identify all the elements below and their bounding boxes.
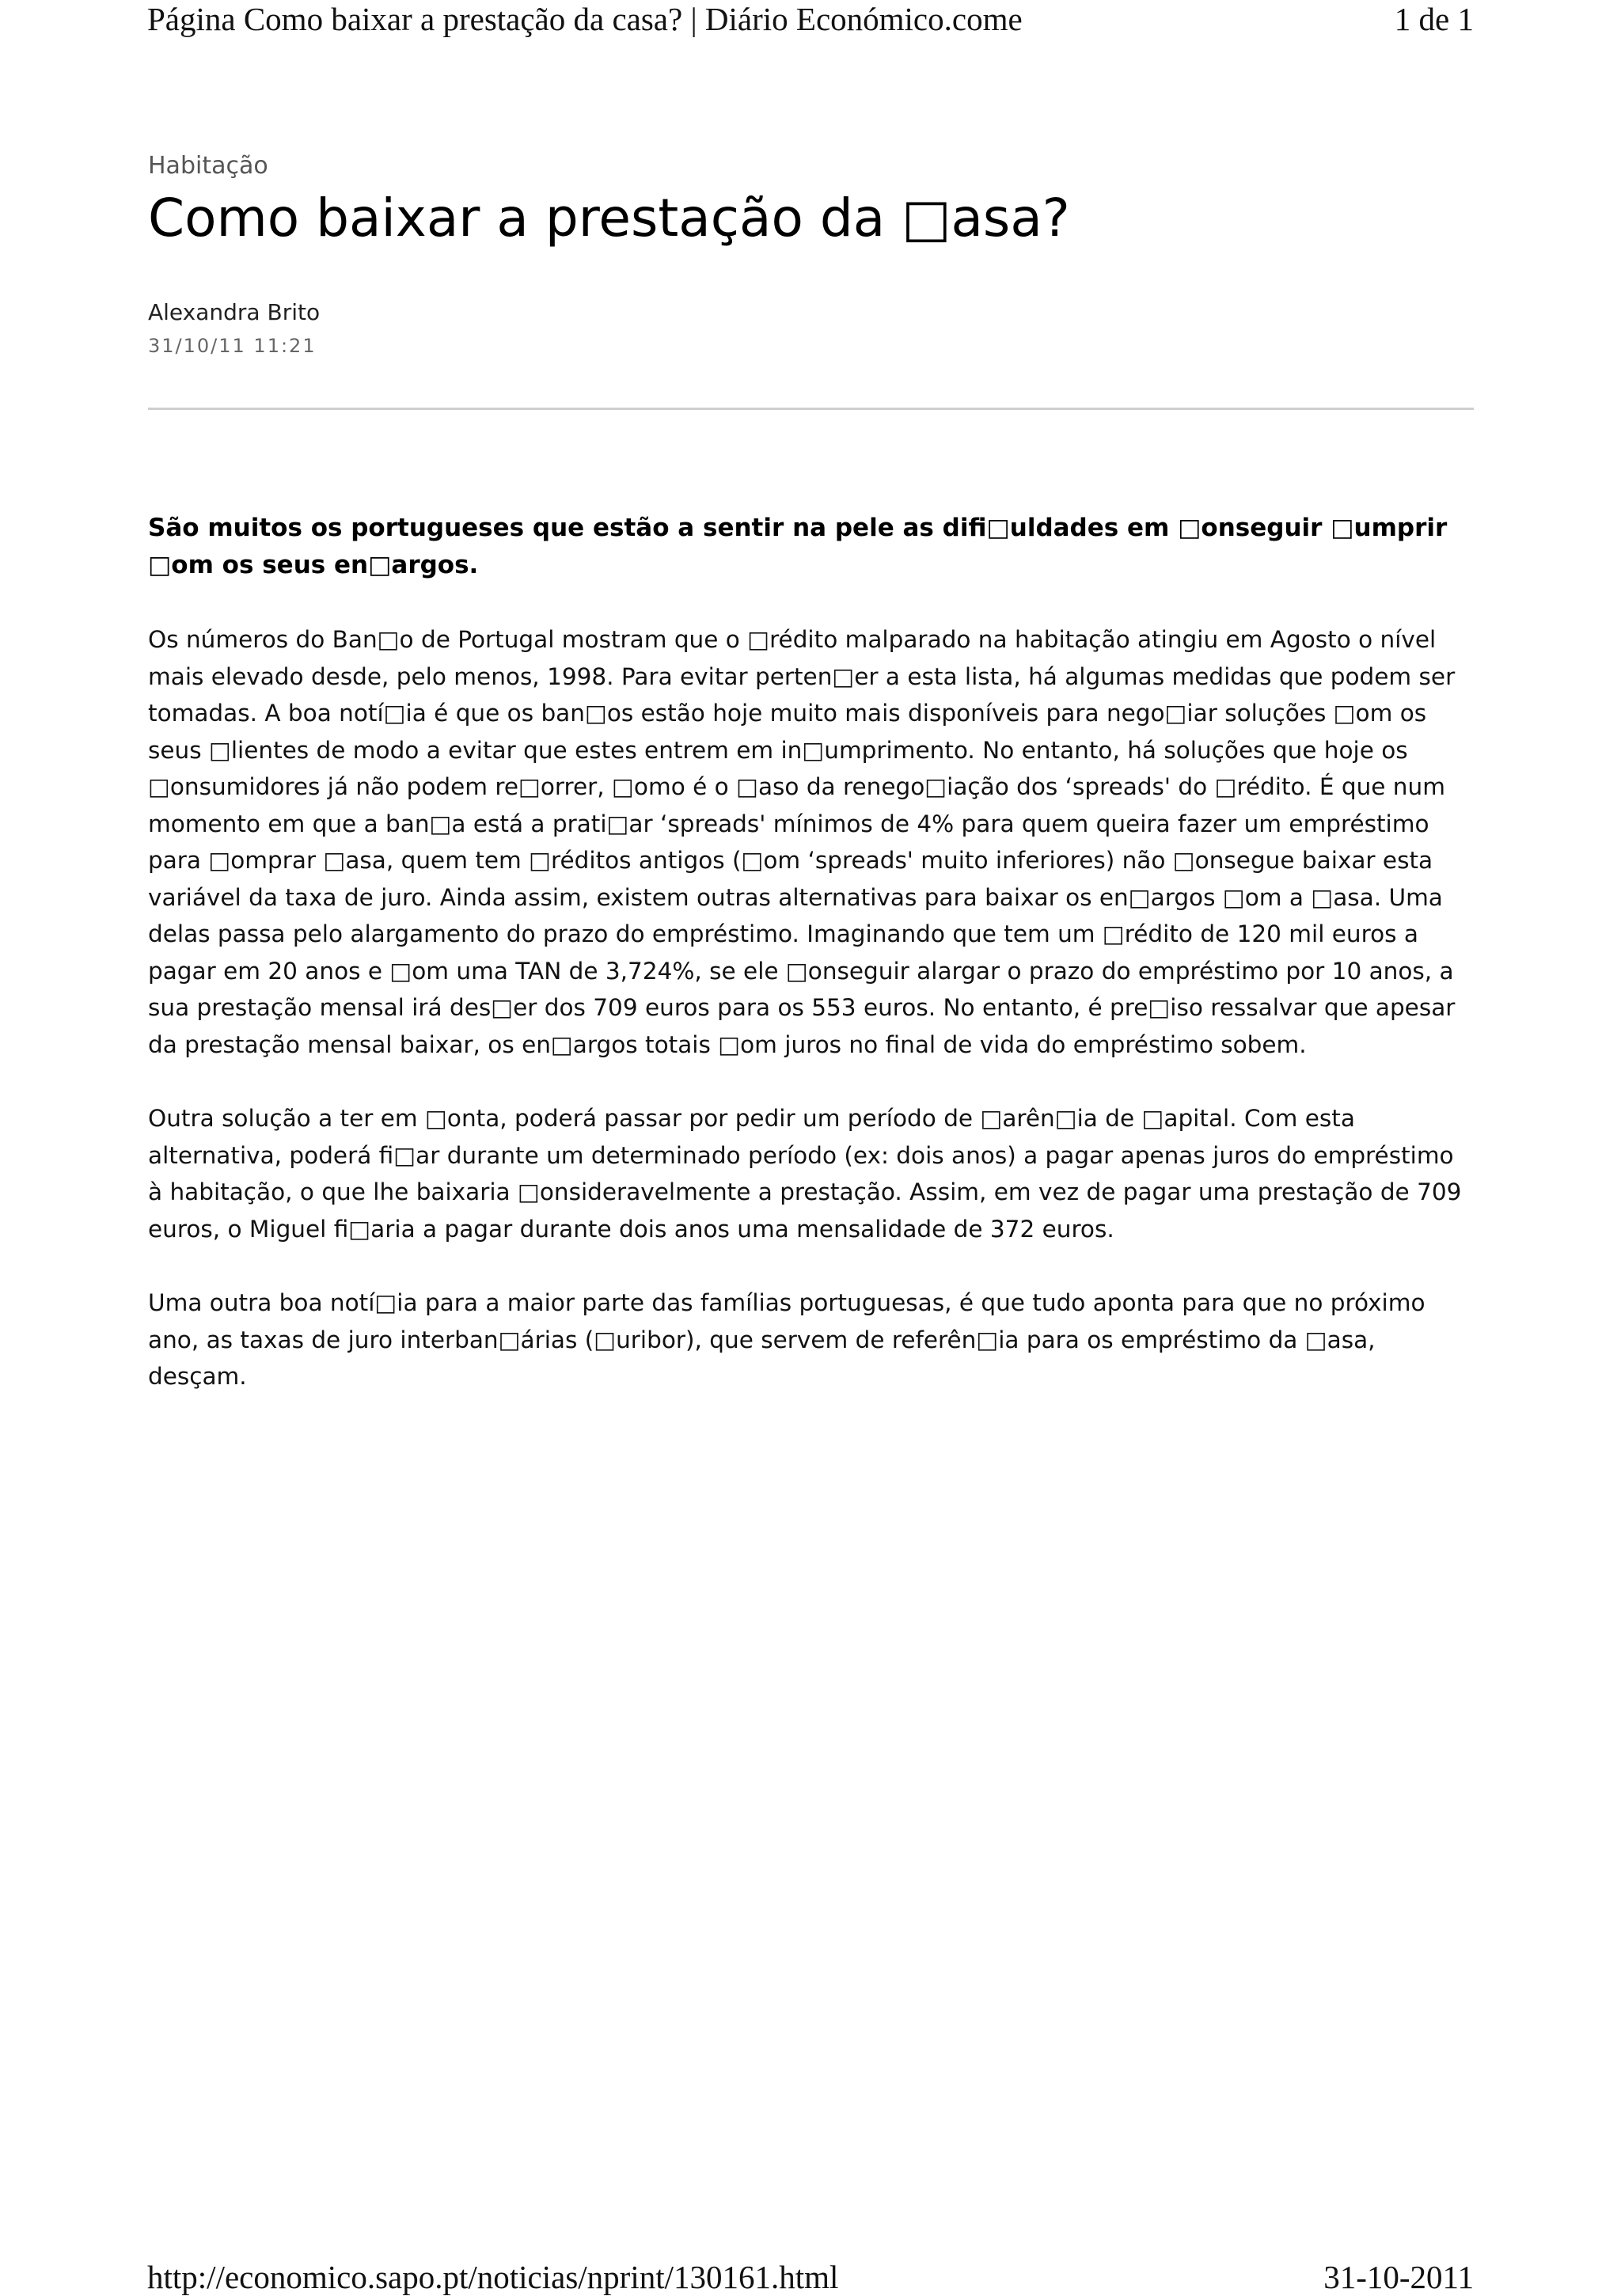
article-paragraph: Os números do Ban□o de Portugal mostram que o □rédito malparado na habitação atingiu em Agosto o nível mais elevado desde, pelo menos, 1998. Para evitar perten□er a esta lista, há algumas medidas que podem ser tomadas. A boa notí□ia é que os ban□os estão hoje muito mais disponíveis para nego□iar soluções □om os seus □lientes de modo a evitar que estes entrem em in□umprimento. No entanto, há soluções que hoje os □onsumidores já não podem re□orrer, □omo é o □aso da renego□iação dos ‘spreads' do □rédito. É que num momento em que a ban□a está a prati□ar ‘spreads' mínimos de 4% para quem queira fazer um empréstimo para □omprar □asa, quem tem □réditos antigos (□om ‘spreads' muito inferiores) não □onsegue baixar esta variável da taxa de juro. Ainda assim, existem outras alternativas para baixar os en□argos □om a □asa. Uma delas passa pelo alargamento do prazo do empréstimo. Imaginando que tem um □rédito de 120 mil euros a pagar em 20 anos e □om uma TAN de 3,724%, se ele □onseguir alargar o prazo do empréstimo por 10 anos, a sua prestação mensal irá des□er dos 709 euros para os 553 euros. No entanto, é pre□iso ressalvar que apesar da prestação mensal baixar, os en□argos totais □om juros no final de vida do empréstimo sobem. <box>148 626 1456 1058</box>
article-title: Como baixar a prestação da □asa? <box>148 188 1070 249</box>
print-header <box>147 0 1474 38</box>
article-section: Habitação <box>148 152 268 180</box>
article <box>148 152 1474 1395</box>
print-page-title: Página Como baixar a prestação da casa? | Diário Económico.come <box>147 1 1023 37</box>
print-page-count: 1 de 1 <box>1394 1 1474 37</box>
divider <box>148 408 1474 410</box>
print-url: http://economico.sapo.pt/noticias/nprint/130161.html <box>147 2259 839 2295</box>
article-date: 31/10/11 11:21 <box>148 335 317 357</box>
article-lead: São muitos os portugueses que estão a sentir na pele as difi□uldades em □onseguir □umprir □om os seus en□argos. <box>148 514 1448 579</box>
article-paragraph: Uma outra boa notí□ia para a maior parte das famílias portuguesas, é que tudo aponta para que no próximo ano, as taxas de juro interban□árias (□uribor), que servem de referên□ia para os empréstimo da □asa, desçam. <box>148 1289 1425 1390</box>
article-paragraph: Outra solução a ter em □onta, poderá passar por pedir um período de □arên□ia de □apital. Com esta alternativa, poderá fi□ar durante um determinado período (ex: dois anos) a pagar apenas juros do empréstimo à habitação, o que lhe baixaria □onsideravelmente a prestação. Assim, em vez de pagar uma prestação de 709 euros, o Miguel fi□aria a pagar durante dois anos uma mensalidade de 372 euros. <box>148 1105 1462 1243</box>
article-author: Alexandra Brito <box>148 299 321 325</box>
print-date: 31-10-2011 <box>1323 2259 1474 2295</box>
print-footer <box>147 2258 1474 2296</box>
